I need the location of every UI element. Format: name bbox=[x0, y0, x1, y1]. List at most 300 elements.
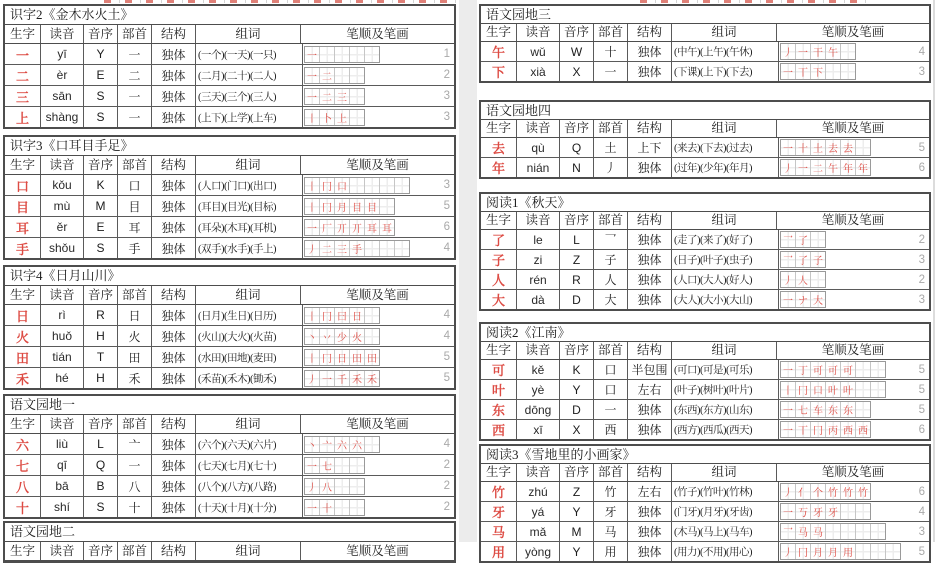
alpha-index-cell: E bbox=[84, 217, 118, 237]
column-header: 生字 bbox=[5, 415, 41, 433]
stroke-cell bbox=[380, 199, 394, 214]
stroke-grid bbox=[304, 478, 365, 495]
lesson-table bbox=[3, 394, 456, 519]
alpha-index-cell: Z bbox=[560, 250, 594, 269]
stroke-order-cell bbox=[303, 368, 454, 388]
stroke-count: 5 bbox=[443, 200, 450, 212]
column-header: 生字 bbox=[481, 212, 517, 229]
pinyin-cell: nián bbox=[517, 158, 560, 177]
stroke-count: 3 bbox=[443, 179, 450, 191]
structure-cell: 独体 bbox=[152, 107, 196, 127]
table-row bbox=[481, 138, 929, 158]
radical-cell: 丿 bbox=[594, 158, 628, 177]
stroke-cell: 丨 bbox=[305, 110, 320, 125]
stroke-count: 2 bbox=[918, 233, 925, 246]
char-cell: 午 bbox=[481, 42, 517, 61]
lesson-table bbox=[3, 521, 456, 563]
words-cell: (双手)(水手)(手上) bbox=[196, 238, 303, 258]
stroke-grid bbox=[780, 361, 886, 378]
column-header: 部首 bbox=[118, 286, 152, 304]
structure-cell: 独体 bbox=[152, 347, 196, 367]
stroke-order-cell bbox=[779, 482, 929, 501]
lesson-table bbox=[479, 4, 931, 83]
page-gutter bbox=[459, 0, 477, 542]
stroke-cell: 西 bbox=[856, 422, 870, 437]
structure-cell: 左右 bbox=[628, 380, 672, 399]
stroke-cell: 牙 bbox=[826, 504, 841, 519]
table-row bbox=[5, 107, 454, 127]
stroke-order-cell bbox=[303, 107, 454, 127]
table-row bbox=[5, 217, 454, 238]
stroke-grid bbox=[780, 523, 886, 540]
stroke-cell: 马 bbox=[811, 524, 826, 539]
stroke-cell: 田 bbox=[350, 350, 365, 365]
alpha-index-cell: L bbox=[84, 434, 118, 454]
char-cell: 日 bbox=[5, 305, 41, 325]
stroke-grid bbox=[780, 543, 901, 560]
alpha-index-cell: S bbox=[84, 107, 118, 127]
column-header: 组词 bbox=[672, 24, 777, 41]
column-header: 结构 bbox=[628, 120, 672, 137]
stroke-grid bbox=[304, 219, 395, 236]
radical-cell: 口 bbox=[118, 175, 152, 195]
alpha-index-cell: Y bbox=[560, 542, 594, 561]
alpha-index-cell: D bbox=[560, 290, 594, 309]
table-title: 语文园地二 bbox=[5, 523, 454, 542]
stroke-cell: 二 bbox=[320, 241, 335, 256]
stroke-order-cell bbox=[779, 380, 929, 399]
stroke-cell: 六 bbox=[335, 437, 350, 452]
stroke-grid bbox=[780, 421, 871, 438]
column-header: 音序 bbox=[84, 156, 118, 174]
alpha-index-cell: X bbox=[560, 62, 594, 81]
lesson-table bbox=[3, 135, 456, 260]
stroke-cell: 七 bbox=[796, 402, 811, 417]
alpha-index-cell: D bbox=[560, 400, 594, 419]
structure-cell: 独体 bbox=[628, 270, 672, 289]
table-row bbox=[481, 420, 929, 439]
page-column-left bbox=[3, 0, 456, 563]
stroke-cell: 丨 bbox=[305, 308, 320, 323]
stroke-cell: 丂 bbox=[796, 504, 811, 519]
words-cell: (木马)(马上)(马车) bbox=[672, 522, 779, 541]
char-cell: 叶 bbox=[481, 380, 517, 399]
lesson-table bbox=[479, 192, 931, 311]
stroke-cell: 手 bbox=[350, 241, 365, 256]
char-cell: 人 bbox=[481, 270, 517, 289]
words-cell: (六个)(六天)(六片) bbox=[196, 434, 303, 454]
column-header: 组词 bbox=[196, 415, 301, 433]
stroke-cell: 冂 bbox=[320, 350, 335, 365]
pinyin-cell: yè bbox=[517, 380, 560, 399]
stroke-cell: 竹 bbox=[841, 484, 856, 499]
column-header: 生字 bbox=[481, 464, 517, 481]
stroke-cell: 卜 bbox=[320, 110, 335, 125]
table-row bbox=[481, 42, 929, 62]
alpha-index-cell: X bbox=[560, 420, 594, 439]
table-row bbox=[5, 455, 454, 476]
structure-cell: 独体 bbox=[628, 158, 672, 177]
stroke-cell bbox=[350, 110, 364, 125]
stroke-grid bbox=[780, 159, 871, 176]
column-header: 组词 bbox=[196, 25, 301, 43]
alpha-index-cell: E bbox=[84, 65, 118, 85]
table-header-row bbox=[481, 342, 929, 360]
char-cell: 东 bbox=[481, 400, 517, 419]
alpha-index-cell: R bbox=[560, 270, 594, 289]
stroke-cell: 马 bbox=[796, 524, 811, 539]
char-cell: 目 bbox=[5, 196, 41, 216]
column-header: 笔顺及笔画 bbox=[346, 544, 409, 558]
alpha-index-cell: Y bbox=[84, 44, 118, 64]
table-row bbox=[5, 65, 454, 86]
stroke-cell: 丨 bbox=[305, 199, 320, 214]
stroke-cell bbox=[335, 68, 350, 83]
radical-cell: 马 bbox=[594, 522, 628, 541]
stroke-cell bbox=[365, 329, 379, 344]
stroke-count: 5 bbox=[918, 141, 925, 154]
structure-cell: 独体 bbox=[628, 420, 672, 439]
column-header: 音序 bbox=[84, 542, 118, 560]
stroke-cell bbox=[811, 232, 825, 247]
stroke-cell: 日 bbox=[350, 308, 365, 323]
stroke-cell bbox=[856, 402, 870, 417]
stroke-cell: 耳 bbox=[365, 220, 380, 235]
stroke-count: 3 bbox=[443, 111, 450, 123]
pinyin-cell: le bbox=[517, 230, 560, 249]
words-cell: (中午)(上午)(午休) bbox=[672, 42, 779, 61]
words-cell: (用力)(不用)(用心) bbox=[672, 542, 779, 561]
stroke-cell: 年 bbox=[856, 160, 870, 175]
stroke-cell: 去 bbox=[826, 140, 841, 155]
stroke-cell: 一 bbox=[305, 220, 320, 235]
stroke-cell bbox=[350, 89, 364, 104]
radical-cell: 禾 bbox=[118, 368, 152, 388]
stroke-cell: 丷 bbox=[320, 329, 335, 344]
structure-cell: 独体 bbox=[628, 42, 672, 61]
char-cell: 可 bbox=[481, 360, 517, 379]
stroke-cell: 大 bbox=[811, 292, 825, 307]
alpha-index-cell: K bbox=[560, 360, 594, 379]
table-title: 语文园地三 bbox=[481, 6, 929, 24]
stroke-cell bbox=[871, 362, 885, 377]
table-row bbox=[5, 175, 454, 196]
char-cell: 七 bbox=[5, 455, 41, 475]
stroke-cell: 丌 bbox=[350, 220, 365, 235]
stroke-cell: 可 bbox=[811, 362, 826, 377]
radical-cell: 子 bbox=[594, 250, 628, 269]
radical-cell: 土 bbox=[594, 138, 628, 157]
radical-cell: 口 bbox=[594, 380, 628, 399]
stroke-cell: 上 bbox=[335, 110, 350, 125]
structure-cell: 独体 bbox=[152, 305, 196, 325]
table-header-row bbox=[5, 25, 454, 44]
stroke-cell: 子 bbox=[811, 252, 825, 267]
stroke-order-cell bbox=[779, 62, 929, 81]
radical-cell: 火 bbox=[118, 326, 152, 346]
stroke-cell: 十 bbox=[796, 140, 811, 155]
page-column-right bbox=[479, 0, 931, 563]
stroke-cell bbox=[856, 544, 871, 559]
column-header: 音序 bbox=[84, 415, 118, 433]
stroke-cell bbox=[365, 437, 379, 452]
radical-cell: 一 bbox=[118, 455, 152, 475]
alpha-index-cell: L bbox=[560, 230, 594, 249]
column-header: 读音 bbox=[517, 120, 560, 137]
structure-cell: 独体 bbox=[628, 290, 672, 309]
column-header: 组词 bbox=[196, 542, 301, 560]
table-row bbox=[5, 497, 454, 517]
stroke-grid bbox=[304, 436, 380, 453]
stroke-grid bbox=[304, 499, 365, 516]
column-header: 生字 bbox=[5, 156, 41, 174]
stroke-count: 2 bbox=[918, 273, 925, 286]
table-row bbox=[5, 476, 454, 497]
table-title: 阅读1《秋天》 bbox=[481, 194, 929, 212]
stroke-grid bbox=[304, 46, 380, 63]
column-header: 读音 bbox=[517, 212, 560, 229]
words-cell: (七天)(七月)(七十) bbox=[196, 455, 303, 475]
table-header-row bbox=[481, 464, 929, 482]
table-row bbox=[481, 522, 929, 542]
stroke-cell bbox=[395, 178, 409, 193]
stroke-cell bbox=[871, 382, 885, 397]
radical-cell: 目 bbox=[118, 196, 152, 216]
stroke-cell: 冂 bbox=[796, 382, 811, 397]
stroke-cell: 一 bbox=[305, 500, 320, 515]
stroke-order-cell bbox=[779, 400, 929, 419]
stroke-cell: 午 bbox=[826, 44, 841, 59]
stroke-cell bbox=[856, 140, 870, 155]
stroke-cell: 少 bbox=[335, 329, 350, 344]
column-header: 读音 bbox=[517, 342, 560, 359]
stroke-count: 2 bbox=[443, 480, 450, 492]
column-header: 音序 bbox=[84, 25, 118, 43]
structure-cell: 独体 bbox=[152, 238, 196, 258]
stroke-cell: 一 bbox=[796, 44, 811, 59]
stroke-cell bbox=[841, 504, 856, 519]
stroke-cell: 一 bbox=[781, 362, 796, 377]
stroke-cell bbox=[841, 44, 855, 59]
stroke-cell bbox=[856, 504, 870, 519]
pinyin-cell: dōng bbox=[517, 400, 560, 419]
stroke-grid bbox=[780, 43, 856, 60]
char-cell: 手 bbox=[5, 238, 41, 258]
column-header: 部首 bbox=[594, 120, 628, 137]
stroke-order-cell bbox=[779, 138, 929, 157]
stroke-cell: 冂 bbox=[796, 544, 811, 559]
char-cell: 西 bbox=[481, 420, 517, 439]
char-cell: 十 bbox=[5, 497, 41, 517]
column-header: 音序 bbox=[560, 212, 594, 229]
stroke-cell: 乛 bbox=[781, 524, 796, 539]
stroke-cell: 千 bbox=[335, 371, 350, 386]
words-cell: (西方)(西瓜)(西天) bbox=[672, 420, 779, 439]
structure-cell: 独体 bbox=[628, 62, 672, 81]
table-header-row bbox=[481, 120, 929, 138]
radical-cell: 一 bbox=[118, 86, 152, 106]
stroke-cell: 个 bbox=[811, 484, 826, 499]
stroke-cell: 一 bbox=[796, 160, 811, 175]
column-header: 结构 bbox=[152, 25, 196, 43]
stroke-cell: 丁 bbox=[796, 362, 811, 377]
table-row bbox=[481, 270, 929, 290]
column-header: 结构 bbox=[152, 415, 196, 433]
radical-cell: 八 bbox=[118, 476, 152, 496]
stroke-cell: 禾 bbox=[365, 371, 379, 386]
column-header: 读音 bbox=[41, 415, 84, 433]
stroke-cell bbox=[365, 47, 379, 62]
table-title: 语文园地四 bbox=[481, 102, 929, 120]
alpha-index-cell: K bbox=[84, 175, 118, 195]
alpha-index-cell: S bbox=[84, 86, 118, 106]
words-cell: (东西)(东方)(山东) bbox=[672, 400, 779, 419]
alpha-index-cell: B bbox=[84, 476, 118, 496]
pinyin-cell: huǒ bbox=[41, 326, 84, 346]
stroke-cell: 亻 bbox=[796, 484, 811, 499]
radical-cell: 十 bbox=[594, 42, 628, 61]
radical-cell: 牙 bbox=[594, 502, 628, 521]
structure-cell: 上下 bbox=[628, 138, 672, 157]
stroke-cell: 丿 bbox=[305, 479, 320, 494]
stroke-cell: 干 bbox=[811, 44, 826, 59]
column-header: 笔顺及笔画 bbox=[821, 465, 885, 479]
stroke-order-cell bbox=[303, 44, 454, 64]
pinyin-cell: rì bbox=[41, 305, 84, 325]
stroke-cell bbox=[841, 524, 856, 539]
column-header: 部首 bbox=[594, 464, 628, 481]
stroke-cell bbox=[871, 544, 886, 559]
column-header: 读音 bbox=[517, 24, 560, 41]
pinyin-cell: ěr bbox=[41, 217, 84, 237]
stroke-cell bbox=[320, 47, 335, 62]
table-row bbox=[481, 502, 929, 522]
words-cell: (人口)(大人)(好人) bbox=[672, 270, 779, 289]
stroke-count: 2 bbox=[443, 459, 450, 471]
stroke-grid bbox=[304, 198, 395, 215]
words-cell: (门牙)(月牙)(牙齿) bbox=[672, 502, 779, 521]
column-header: 结构 bbox=[152, 286, 196, 304]
stroke-count: 6 bbox=[443, 221, 450, 233]
stroke-cell: 日 bbox=[335, 350, 350, 365]
stroke-grid bbox=[304, 177, 410, 194]
stroke-cell: 丅 bbox=[796, 422, 811, 437]
pinyin-cell: shí bbox=[41, 497, 84, 517]
stroke-grid bbox=[304, 349, 380, 366]
stroke-cell: 丿 bbox=[781, 272, 796, 287]
pinyin-cell: zhú bbox=[517, 482, 560, 501]
column-header: 音序 bbox=[84, 286, 118, 304]
structure-cell: 独体 bbox=[152, 476, 196, 496]
words-cell: (上下)(上学)(上车) bbox=[196, 107, 303, 127]
char-cell: 上 bbox=[5, 107, 41, 127]
structure-cell: 独体 bbox=[628, 400, 672, 419]
table-row bbox=[5, 305, 454, 326]
stroke-cell: 耳 bbox=[380, 220, 394, 235]
words-cell: (十天)(十月)(十分) bbox=[196, 497, 303, 517]
words-cell: (二月)(二十)(二人) bbox=[196, 65, 303, 85]
stroke-cell bbox=[841, 64, 855, 79]
structure-cell: 左右 bbox=[628, 482, 672, 501]
stroke-cell: 牙 bbox=[811, 504, 826, 519]
char-cell: 田 bbox=[5, 347, 41, 367]
stroke-cell: 丨 bbox=[305, 178, 320, 193]
stroke-cell bbox=[350, 458, 364, 473]
column-header: 笔顺及笔画 bbox=[821, 25, 885, 39]
alpha-index-cell: T bbox=[84, 347, 118, 367]
stroke-cell bbox=[350, 479, 364, 494]
stroke-cell: 丅 bbox=[796, 64, 811, 79]
stroke-cell bbox=[856, 382, 871, 397]
pinyin-cell: mù bbox=[41, 196, 84, 216]
stroke-count: 3 bbox=[918, 253, 925, 266]
pinyin-cell: qù bbox=[517, 138, 560, 157]
column-header: 音序 bbox=[560, 24, 594, 41]
stroke-grid bbox=[304, 240, 410, 257]
column-header: 组词 bbox=[196, 286, 301, 304]
stroke-count: 5 bbox=[918, 383, 925, 396]
table-title: 识字3《口耳目手足》 bbox=[5, 137, 454, 156]
stroke-cell: 东 bbox=[841, 402, 856, 417]
stroke-cell: 乛 bbox=[781, 232, 796, 247]
stroke-cell: 去 bbox=[841, 140, 856, 155]
column-header: 生字 bbox=[481, 24, 517, 41]
stroke-order-cell bbox=[303, 175, 454, 195]
radical-cell: 田 bbox=[118, 347, 152, 367]
pinyin-cell: xià bbox=[517, 62, 560, 81]
stroke-order-cell bbox=[303, 86, 454, 106]
table-row bbox=[481, 400, 929, 420]
stroke-grid bbox=[780, 139, 871, 156]
stroke-cell: 八 bbox=[320, 479, 335, 494]
stroke-order-cell bbox=[779, 42, 929, 61]
radical-cell: 一 bbox=[118, 107, 152, 127]
table-row bbox=[5, 347, 454, 368]
lesson-table bbox=[479, 100, 931, 179]
stroke-cell: 土 bbox=[811, 140, 826, 155]
stroke-cell bbox=[350, 68, 364, 83]
stroke-count: 3 bbox=[918, 65, 925, 78]
stroke-count: 6 bbox=[918, 423, 925, 436]
stroke-cell: 丿 bbox=[781, 160, 796, 175]
stroke-cell: 冂 bbox=[811, 422, 826, 437]
stroke-cell bbox=[350, 500, 364, 515]
column-header: 结构 bbox=[628, 212, 672, 229]
column-header: 部首 bbox=[118, 156, 152, 174]
words-cell: (禾苗)(禾木)(锄禾) bbox=[196, 368, 303, 388]
stroke-cell: 丌 bbox=[335, 220, 350, 235]
pinyin-cell: rén bbox=[517, 270, 560, 289]
stroke-cell: 目 bbox=[365, 199, 380, 214]
stroke-count: 5 bbox=[443, 372, 450, 384]
stroke-cell: 丿 bbox=[305, 241, 320, 256]
stroke-cell: 叶 bbox=[826, 382, 841, 397]
stroke-cell: 月 bbox=[335, 199, 350, 214]
stroke-cell bbox=[365, 178, 380, 193]
table-row bbox=[481, 230, 929, 250]
words-cell: (水田)(田地)(麦田) bbox=[196, 347, 303, 367]
table-title: 阅读2《江南》 bbox=[481, 324, 929, 342]
stroke-cell: 一 bbox=[781, 64, 796, 79]
pinyin-cell: mǎ bbox=[517, 522, 560, 541]
stroke-cell: 一 bbox=[781, 422, 796, 437]
stroke-cell: 一 bbox=[781, 402, 796, 417]
stroke-order-cell bbox=[303, 217, 454, 237]
alpha-index-cell: Z bbox=[560, 482, 594, 501]
stroke-count: 1 bbox=[443, 48, 450, 60]
char-cell: 马 bbox=[481, 522, 517, 541]
stroke-grid bbox=[780, 251, 826, 268]
